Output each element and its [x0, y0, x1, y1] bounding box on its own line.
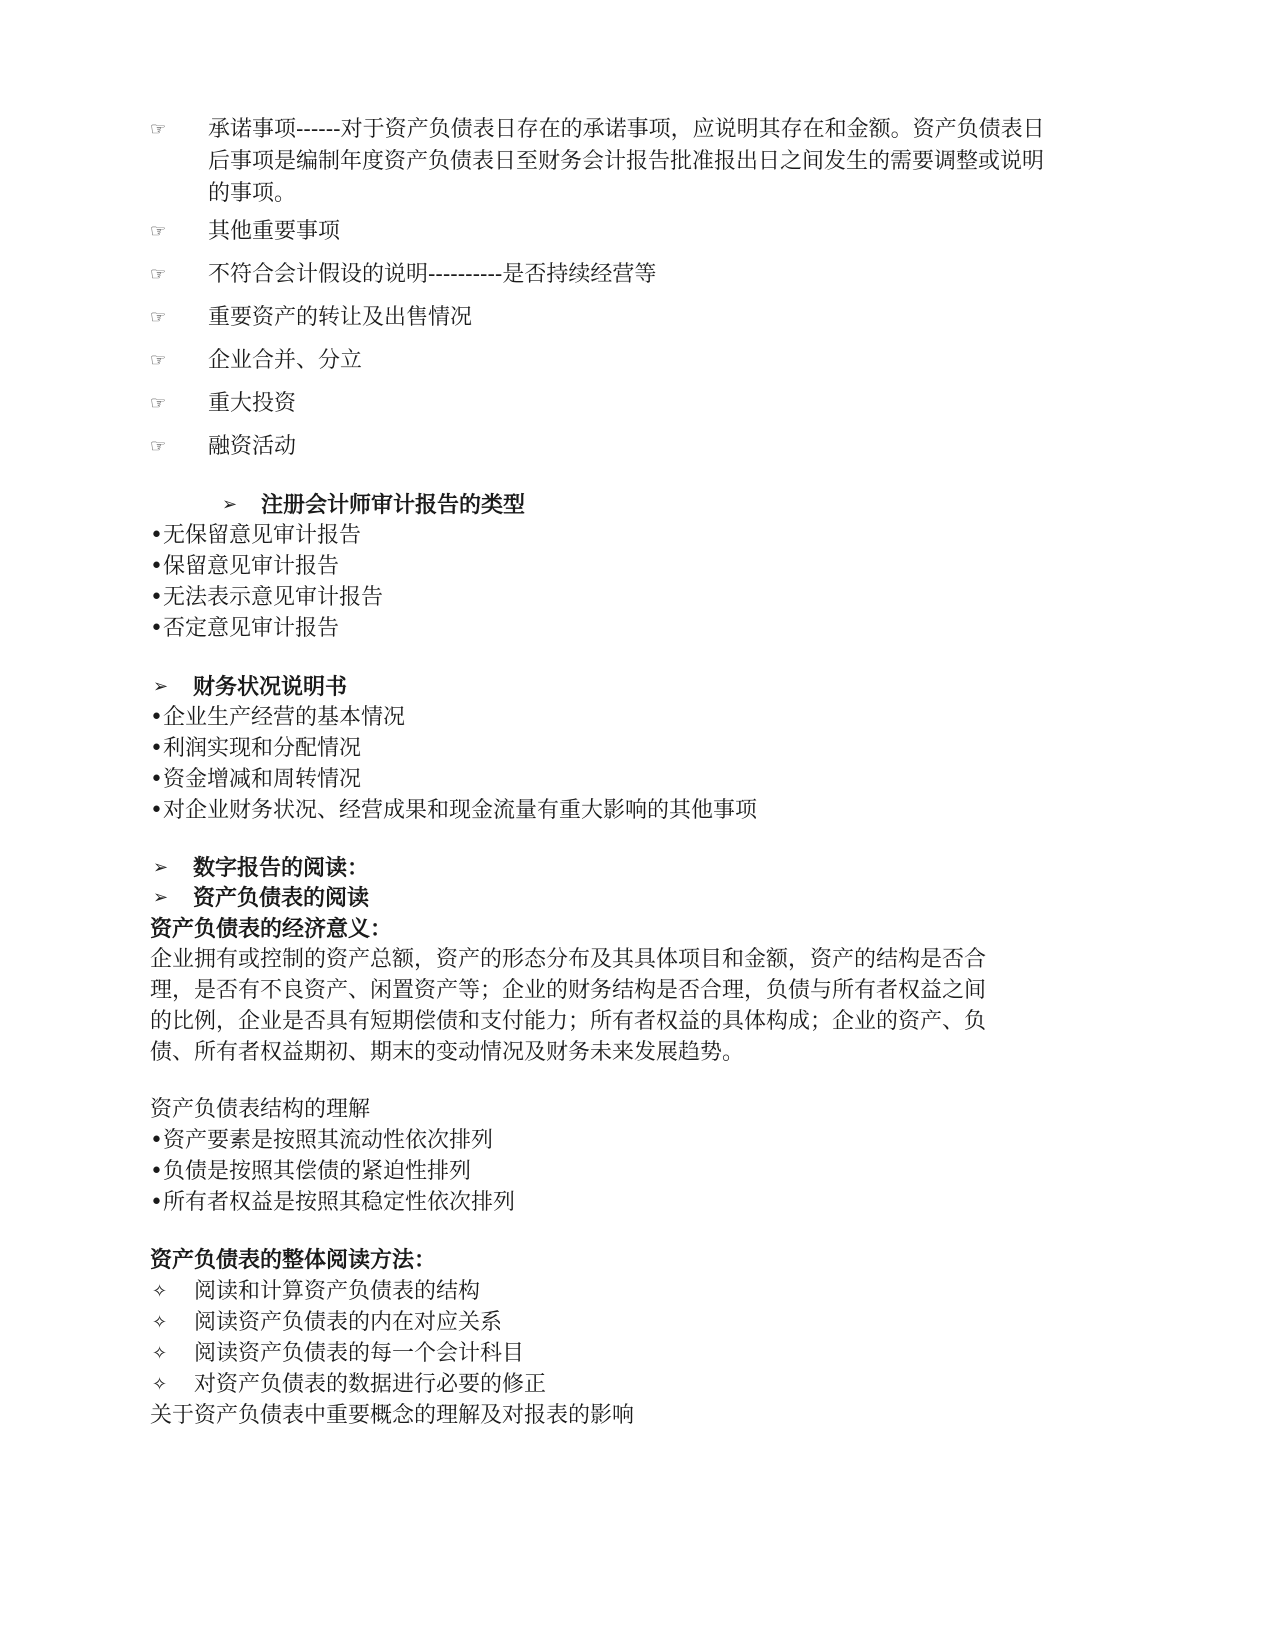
- pointer-icon: ☞: [150, 436, 167, 457]
- pointer-icon: ☞: [150, 393, 167, 414]
- pointer-item-commitments: 承诺事项------对于资产负债表日存在的承诺事项，应说明其存在和金额。资产负债表日后事项是编制年度资产负债表日至财务会计报告批准报出日之间发生的需要调整或说明的事项。: [208, 117, 1045, 206]
- pointer-item-assumptions: 不符合会计假设的说明----------是否持续经营等: [208, 262, 657, 287]
- pointer-icon: ☞: [150, 307, 167, 328]
- list-item: •保留意见审计报告: [150, 554, 339, 579]
- pointer-item-financing: 融资活动: [208, 434, 297, 459]
- list-item: •所有者权益是按照其稳定性依次排列: [150, 1190, 515, 1215]
- diamond-icon: ✧: [152, 1312, 168, 1333]
- diamond-icon: ✧: [152, 1343, 168, 1364]
- list-item: •无法表示意见审计报告: [150, 585, 383, 610]
- pointer-item-other-matters: 其他重要事项: [208, 219, 341, 244]
- paragraph-line: 企业拥有或控制的资产总额，资产的形态分布及其具体项目和金额，资产的结构是否合: [150, 947, 987, 972]
- list-item: •无保留意见审计报告: [150, 523, 361, 548]
- pointer-icon: ☞: [150, 119, 167, 140]
- pointer-item-merger: 企业合并、分立: [208, 348, 363, 373]
- pointer-icon: ☞: [150, 264, 167, 285]
- list-item: 阅读资产负债表的内在对应关系: [194, 1310, 503, 1335]
- arrow-icon: ➢: [153, 857, 169, 878]
- list-item: •资产要素是按照其流动性依次排列: [150, 1128, 493, 1153]
- arrow-icon: ➢: [153, 676, 169, 697]
- section-heading-audit: 注册会计师审计报告的类型: [261, 492, 526, 518]
- paragraph-line: 债、所有者权益期初、期末的变动情况及财务未来发展趋势。: [150, 1040, 745, 1065]
- section-heading-digital: 数字报告的阅读：: [193, 855, 370, 881]
- paragraph-line: 的比例，企业是否具有短期偿债和支付能力；所有者权益的具体构成；企业的资产、负: [150, 1009, 987, 1034]
- arrow-icon: ➢: [222, 494, 238, 515]
- reading-methods-title: 资产负债表的整体阅读方法：: [150, 1247, 437, 1273]
- list-item: 阅读和计算资产负债表的结构: [194, 1279, 481, 1304]
- list-item: •负债是按照其偿债的紧迫性排列: [150, 1159, 471, 1184]
- section-heading-financial: 财务状况说明书: [193, 674, 348, 700]
- list-item: 阅读资产负债表的每一个会计科目: [194, 1341, 525, 1366]
- pointer-icon: ☞: [150, 350, 167, 371]
- list-item: •企业生产经营的基本情况: [150, 705, 405, 730]
- structure-title: 资产负债表结构的理解: [150, 1097, 371, 1122]
- diamond-icon: ✧: [152, 1281, 168, 1302]
- arrow-icon: ➢: [153, 887, 169, 908]
- economic-meaning-title: 资产负债表的经济意义：: [150, 916, 393, 942]
- diamond-icon: ✧: [152, 1374, 168, 1395]
- list-item: •资金增减和周转情况: [150, 767, 361, 792]
- list-item: •否定意见审计报告: [150, 616, 339, 641]
- section-subheading-balance-sheet: 资产负债表的阅读: [193, 885, 370, 911]
- list-item: •对企业财务状况、经营成果和现金流量有重大影响的其他事项: [150, 798, 757, 823]
- paragraph-line: 理，是否有不良资产、闲置资产等；企业的财务结构是否合理，负债与所有者权益之间: [150, 978, 987, 1003]
- pointer-icon: ☞: [150, 221, 167, 242]
- footer-line: 关于资产负债表中重要概念的理解及对报表的影响: [150, 1403, 635, 1428]
- list-item: 对资产负债表的数据进行必要的修正: [194, 1372, 547, 1397]
- pointer-item-asset-transfer: 重要资产的转让及出售情况: [208, 305, 473, 330]
- list-item: •利润实现和分配情况: [150, 736, 361, 761]
- pointer-item-investment: 重大投资: [208, 391, 297, 416]
